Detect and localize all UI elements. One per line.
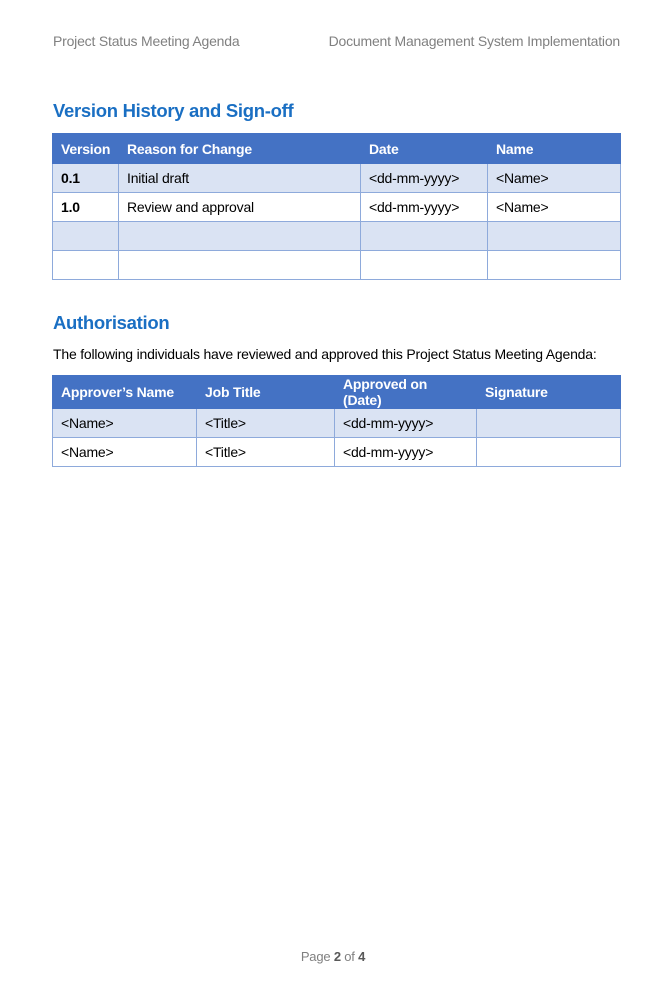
page-footer [0, 949, 666, 964]
version-cell [53, 251, 119, 280]
name-cell [488, 251, 621, 280]
column-header-approved-date: Approved on (Date) [335, 376, 477, 409]
approved-date-cell: <dd-mm-yyyy> [335, 409, 477, 438]
version-cell [53, 222, 119, 251]
table-header-row [53, 376, 621, 409]
authorisation-intro: The following individuals have reviewed and approved this Project Status Meeting Agenda: [53, 346, 597, 362]
table-header-row [53, 134, 621, 164]
version-history-heading: Version History and Sign-off [53, 100, 294, 121]
of-label: of [344, 949, 355, 964]
current-page-number: 2 [333, 949, 341, 964]
approver-name-cell: <Name> [53, 409, 197, 438]
date-cell [361, 222, 488, 251]
approver-table [52, 375, 621, 467]
table-row [53, 164, 621, 193]
version-cell: 0.1 [53, 164, 119, 193]
table-row [53, 438, 621, 467]
version-cell: 1.0 [53, 193, 119, 222]
column-header-date: Date [361, 134, 488, 164]
column-header-approver-name: Approver’s Name [53, 376, 197, 409]
job-title-cell: <Title> [197, 409, 335, 438]
page-label: Page [300, 949, 331, 964]
table-row [53, 251, 621, 280]
table-row [53, 222, 621, 251]
authorisation-heading: Authorisation [53, 312, 170, 333]
date-cell [361, 251, 488, 280]
approved-date-cell: <dd-mm-yyyy> [335, 438, 477, 467]
name-cell: <Name> [488, 193, 621, 222]
header-document-title: Project Status Meeting Agenda [53, 33, 240, 49]
column-header-reason: Reason for Change [119, 134, 361, 164]
column-header-signature: Signature [477, 376, 621, 409]
page-header [53, 33, 620, 49]
table-row [53, 193, 621, 222]
signature-cell [477, 409, 621, 438]
reason-cell [119, 251, 361, 280]
column-header-name: Name [488, 134, 621, 164]
date-cell: <dd-mm-yyyy> [361, 193, 488, 222]
name-cell [488, 222, 621, 251]
header-project-name: Document Management System Implementation [328, 33, 620, 49]
job-title-cell: <Title> [197, 438, 335, 467]
date-cell: <dd-mm-yyyy> [361, 164, 488, 193]
table-row [53, 409, 621, 438]
approver-name-cell: <Name> [53, 438, 197, 467]
reason-cell: Initial draft [119, 164, 361, 193]
column-header-version: Version [53, 134, 119, 164]
signature-cell [477, 438, 621, 467]
name-cell: <Name> [488, 164, 621, 193]
reason-cell: Review and approval [119, 193, 361, 222]
version-history-table [52, 133, 621, 280]
reason-cell [119, 222, 361, 251]
total-page-count: 4 [358, 949, 366, 964]
column-header-job-title: Job Title [197, 376, 335, 409]
